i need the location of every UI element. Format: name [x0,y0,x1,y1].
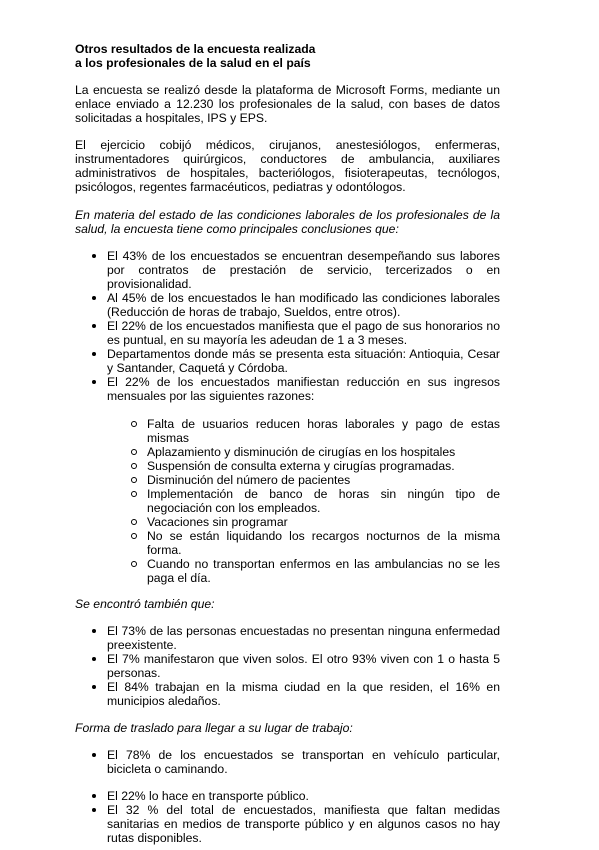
laborales-heading: En materia del estado de las condiciones laborales de los profesionales de la salud, la encuesta tiene como principales conclusiones que: [75,208,500,236]
list-item: Vacaciones sin programar [75,515,500,529]
razones-list [75,417,500,585]
list-item: Aplazamiento y disminución de cirugías en los hospitales [75,445,500,459]
tambien-list [75,624,500,708]
list-item: Al 45% de los encuestados le han modificado las condiciones laborales (Reducción de horas de trabajo, Sueldos, entre otros). [75,291,500,319]
document-title [75,42,500,70]
list-item: El 32 % del total de encuestados, manifiesta que faltan medidas sanitarias en medios de transporte público y en algunos casos no hay rutas disponibles. [75,803,500,845]
laborales-list [75,249,500,403]
traslado-list-2 [75,789,500,845]
document-page [75,42,500,845]
traslado-list-1 [75,748,500,776]
title-line-2: a los profesionales de la salud en el país [75,56,311,70]
list-item: El 7% manifestaron que viven solos. El otro 93% viven con 1 o hasta 5 personas. [75,652,500,680]
list-item: Disminución del número de pacientes [75,473,500,487]
list-item: El 43% de los encuestados se encuentran desempeñando sus labores por contratos de prestación de servicio, tercerizados o en provisionalidad. [75,249,500,291]
list-item: Departamentos donde más se presenta esta situación: Antioquia, Cesar y Santander, Caquetá y Córdoba. [75,347,500,375]
traslado-heading: Forma de traslado para llegar a su lugar de trabajo: [75,721,353,735]
title-line-1: Otros resultados de la encuesta realizada [75,42,316,56]
intro-paragraph: La encuesta se realizó desde la plataforma de Microsoft Forms, mediante un enlace enviado a 12.230 los profesionales de la salud, con bases de datos solicitadas a hospitales, IPS y EPS. [75,83,500,125]
list-item: Implementación de banco de horas sin ningún tipo de negociación con los empleados. [75,487,500,515]
list-item: El 73% de las personas encuestadas no presentan ninguna enfermedad preexistente. [75,624,500,652]
list-item: Falta de usuarios reducen horas laborales y pago de estas mismas [75,417,500,445]
tambien-heading: Se encontró también que: [75,597,215,611]
list-item: El 78% de los encuestados se transportan en vehículo particular, bicicleta o caminando. [75,748,500,776]
list-item: Cuando no transportan enfermos en las ambulancias no se les paga el día. [75,557,500,585]
list-item: No se están liquidando los recargos nocturnos de la misma forma. [75,529,500,557]
list-item: El 22% de los encuestados manifiesta que el pago de sus honorarios no es puntual, en su mayoría les adeudan de 1 a 3 meses. [75,319,500,347]
list-item: El 22% de los encuestados manifiestan reducción en sus ingresos mensuales por las siguientes razones: [75,375,500,403]
list-item: Suspensión de consulta externa y cirugías programadas. [75,459,500,473]
list-item: El 22% lo hace en transporte público. [75,789,500,803]
ejercicio-paragraph: El ejercicio cobijó médicos, cirujanos, anestesiólogos, enfermeras, instrumentadores quirúrgicos, conductores de ambulancia, auxiliares administrativos de hospitales, bacteriólogos, fisioterapeutas, tecnólogos, psicólogos, regentes farmacéuticos, pediatras y odontólogos. [75,138,500,194]
list-item: El 84% trabajan en la misma ciudad en la que residen, el 16% en municipios aledaños. [75,680,500,708]
